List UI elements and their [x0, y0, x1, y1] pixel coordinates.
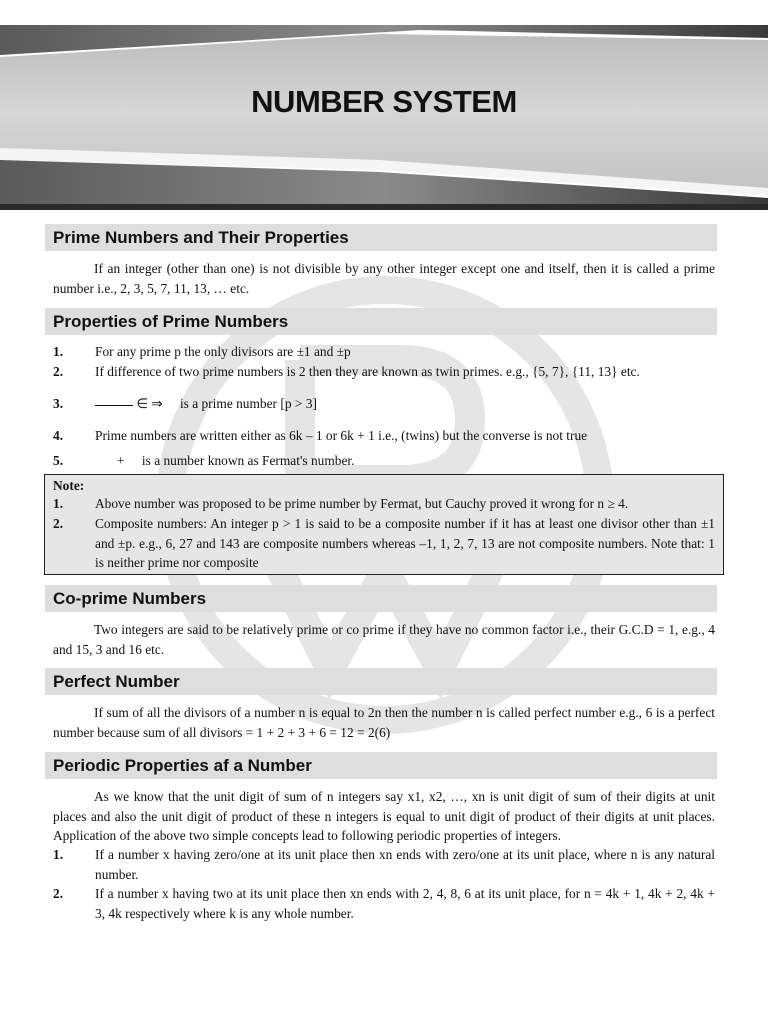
note-heading: Note: [53, 478, 85, 493]
page-title: NUMBER SYSTEM [251, 84, 517, 119]
item-text: For any prime p the only divisors are ±1 and ±p [95, 344, 351, 359]
item-symbols: ∈ ⇒ [136, 396, 163, 411]
item-number: 2. [53, 364, 64, 379]
fraction-placeholder [95, 404, 133, 406]
item-number: 5. [53, 453, 64, 468]
item-text: is a number known as Fermat's number. [141, 453, 355, 468]
list-item [53, 426, 715, 446]
item-number: 1. [53, 344, 64, 359]
item-text: Composite numbers: An integer p > 1 is said to be a composite number if it has at least one divisor other than ±1 and ±p. e.g., 6, 27 and 143 are composite numbers whereas –1, 1, 2, 7, 13 are not composite numbers. Note that: 1 is neither prime nor composite [95, 516, 715, 570]
list-item [53, 342, 715, 362]
section-heading-coprime: Co-prime Numbers [45, 585, 717, 612]
coprime-definition-text: Two integers are said to be relatively prime or co prime if they have no common factor i.e., their G.C.D = 1, e.g., 4 and 15, 3 and 16 etc. [53, 622, 715, 657]
item-text: Prime numbers are written either as 6k – 1 or 6k + 1 i.e., (twins) but the converse is not true [95, 428, 588, 443]
item-number: 3. [53, 396, 64, 411]
note-item [53, 514, 715, 573]
item-text: If a number x having two at its unit place then xn ends with 2, 4, 8, 6 at its unit place, for n = 4k + 1, 4k + 2, 4k + 3, 4k respectively where k is any whole number. [95, 886, 715, 921]
item-text: is a prime number [p > 3] [179, 396, 317, 411]
item-number: 2. [53, 886, 64, 901]
note-item [53, 494, 715, 514]
perfect-definition-text: If sum of all the divisors of a number n is equal to 2n then the number n is called perfect number e.g., 6 is a perfect number because sum of all divisors = 1 + 2 + 3 + 6 = 12 = 2(6) [53, 705, 715, 740]
section-heading-periodic: Periodic Properties af a Number [45, 752, 717, 779]
prime-definition-text: If an integer (other than one) is not divisible by any other integer except one and itself, then it is called a prime number i.e., 2, 3, 5, 7, 11, 13, … etc. [53, 261, 715, 296]
section-heading-prime: Prime Numbers and Their Properties [45, 224, 717, 251]
item-symbols: + [117, 453, 125, 468]
section-heading-perfect: Perfect Number [45, 668, 717, 695]
prime-definition [53, 259, 715, 298]
list-item [53, 884, 715, 923]
periodic-intro-text: As we know that the unit digit of sum of n integers say x1, x2, …, xn is unit digit of sum of their digits at unit places and also the unit digit of product of these n integers is equal to unit digit of product of their digits at unit places. Application of the above two simple concepts lead to following periodic properties of integers. [53, 789, 715, 843]
list-item [53, 394, 715, 414]
list-item [53, 362, 715, 382]
item-text: If difference of two prime numbers is 2 then they are known as twin primes. e.g., {5, 7}, {11, 13} etc. [95, 364, 640, 379]
section-heading-properties: Properties of Prime Numbers [45, 308, 717, 335]
perfect-definition [53, 703, 715, 742]
item-number: 1. [53, 496, 64, 511]
item-number: 2. [53, 516, 64, 531]
item-text: If a number x having zero/one at its unit place then xn ends with zero/one at its unit place, where n is any natural number. [95, 847, 715, 882]
list-item [53, 845, 715, 884]
item-text: Above number was proposed to be prime number by Fermat, but Cauchy proved it wrong for n ≥ 4. [95, 496, 629, 511]
list-item [53, 451, 715, 471]
coprime-definition [53, 620, 715, 659]
item-number: 1. [53, 847, 64, 862]
item-number: 4. [53, 428, 64, 443]
periodic-intro [53, 787, 715, 846]
